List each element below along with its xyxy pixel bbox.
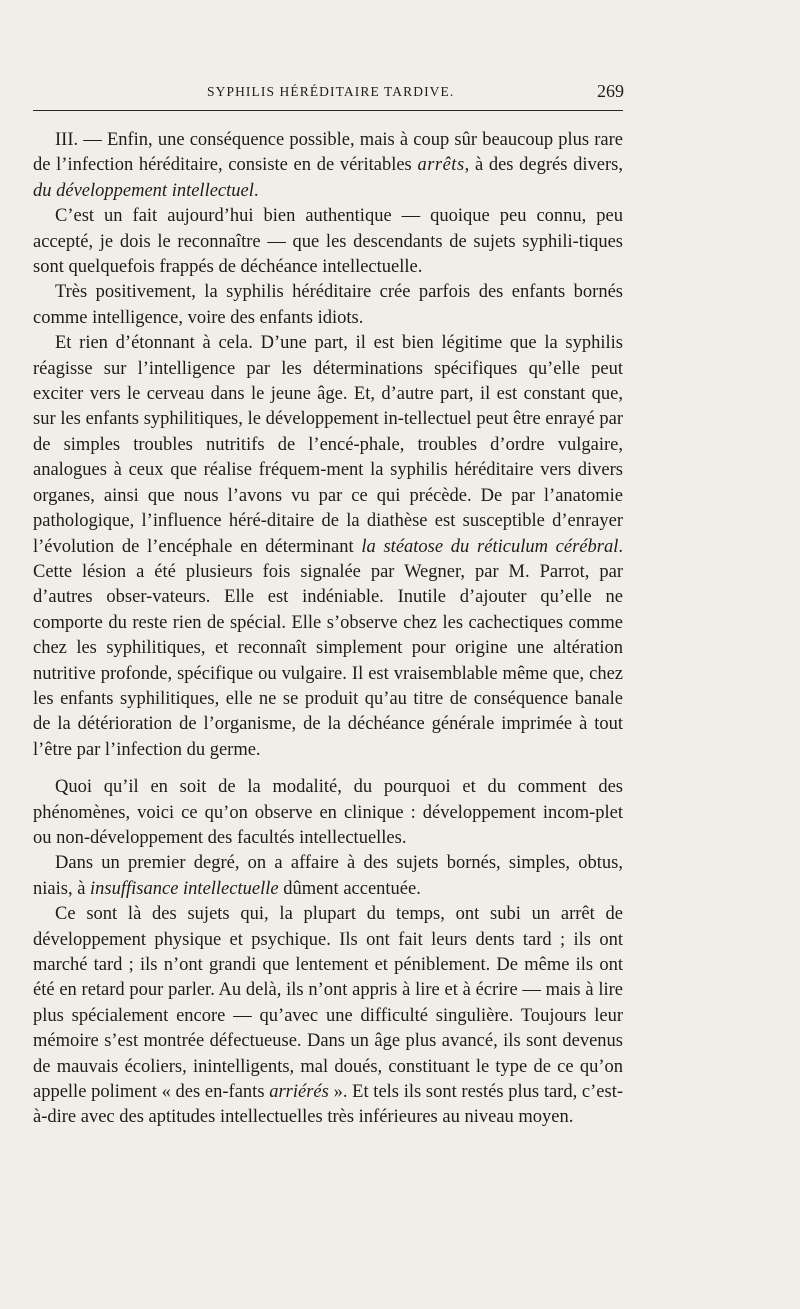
emphasis-developpement-intellectuel: du développement intellectuel xyxy=(33,180,254,201)
running-title: SYPHILIS HÉRÉDITAIRE TARDIVE. xyxy=(207,84,455,99)
paragraph-7-text: Ce sont là des sujets qui, la plupart du temps, ont subi un arrêt de développement physique et psychique. Ils ont fait leurs dents tard ; ils ont marché tard ; ils n’ont grandi que lentement et péniblement. De même ils ont été en retard pour parler. Au delà, ils n’ont appris à lire et à écrire — mais à lire plus spécialement encore — qu’avec une difficulté singulière. Toujours leur mémoire s’est montrée défectueuse. Dans un âge plus avancé, ils sont devenus de mauvais écoliers, inintelligents, mal doués, constituant le type de ce qu’on appelle poliment « des en-fants xyxy=(33,904,623,1103)
paragraph-1-text-3: . xyxy=(253,180,259,201)
emphasis-arrieres: arriérés xyxy=(269,1082,329,1103)
paragraph-1-text-2: , à des degrés divers, xyxy=(464,155,623,176)
paragraph-2: C’est un fait aujourd’hui bien authentique — quoique peu connu, peu accepté, je dois le reconnaître — que les descendants de sujets syphili-tiques sont quelquefois frappés de déchéance intellectuelle. xyxy=(33,206,623,278)
paragraph-6-text: Dans un premier degré, on a affaire à des sujets bornés, simples, obtus, niais, à xyxy=(33,853,623,899)
header-rule xyxy=(33,110,623,111)
paragraph-7 xyxy=(33,902,623,1131)
paragraph-4-text-2: . Cette lésion a été plusieurs fois signalée par Wegner, par M. Parrot, par d’autres obser-vateurs. Elle est indéniable. Inutile d’ajouter qu’elle ne comporte du reste rien de spécial. Elle s’observe chez les cachectiques comme chez les syphilitiques, et reconnaît simplement pour origine une altération nutritive profonde, spécifique ou vulgaire. Il est vraisemblable même que, chez les enfants syphilitiques, elle ne se produit qu’au titre de conséquence banale de la détérioration de l’organisme, de la déchéance générale imprimée à tout l’être par l’infection du germe. xyxy=(33,536,623,760)
body-text xyxy=(33,128,623,1131)
paragraph-6-text-2: dûment accentuée. xyxy=(278,878,421,899)
paragraph-3: Très positivement, la syphilis héréditaire crée parfois des enfants bornés comme intelligence, voire des enfants idiots. xyxy=(33,282,623,328)
paragraph-4-text: Et rien d’étonnant à cela. D’une part, il est bien légitime que la syphilis réagisse sur l’intelligence par les déterminations spécifiques qu’elle peut exciter vers le cerveau dans le jeune âge. Et, d’autre part, il est constant que, sur les enfants syphilitiques, le développement in-tellectuel peut être enrayé par de simples troubles nutritifs de l’encé-phale, troubles d’ordre vulgaire, analogues à ceux que réalise fréquem-ment la syphilis héréditaire vers divers organes, ainsi que nous l’avons vu par ce qui précède. De par l’anatomie pathologique, l’influence héré-ditaire de la diathèse est susceptible d’enrayer l’évolution de l’encéphale en déterminant xyxy=(33,333,623,557)
paragraph-6 xyxy=(33,851,623,902)
emphasis-steatose: la stéatose du réticulum cérébral xyxy=(361,536,619,557)
page-number: 269 xyxy=(597,81,624,101)
paragraph-1 xyxy=(33,128,623,204)
paragraph-1-text: III. — Enfin, une conséquence possible, mais à coup sûr beaucoup plus rare de l’infection héréditaire, consiste en de véritables xyxy=(33,130,623,176)
running-header xyxy=(33,81,624,108)
emphasis-arrets: arrêts xyxy=(417,155,465,176)
paragraph-4 xyxy=(33,331,623,763)
bleed-through-mark xyxy=(778,180,800,202)
paragraph-5: Quoi qu’il en soit de la modalité, du pourquoi et du comment des phénomènes, voici ce qu’on observe en clinique : développement incom-plet ou non-développement des facultés intellectuelles. xyxy=(33,777,623,848)
paragraph-7-text-2: ». Et tels ils sont restés plus tard, c’est-à-dire avec des aptitudes intellectuelles très inférieures au niveau moyen. xyxy=(33,1082,623,1128)
emphasis-insuffisance: insuffisance intellectuelle xyxy=(90,878,279,899)
bleed-through-mark xyxy=(778,300,800,322)
